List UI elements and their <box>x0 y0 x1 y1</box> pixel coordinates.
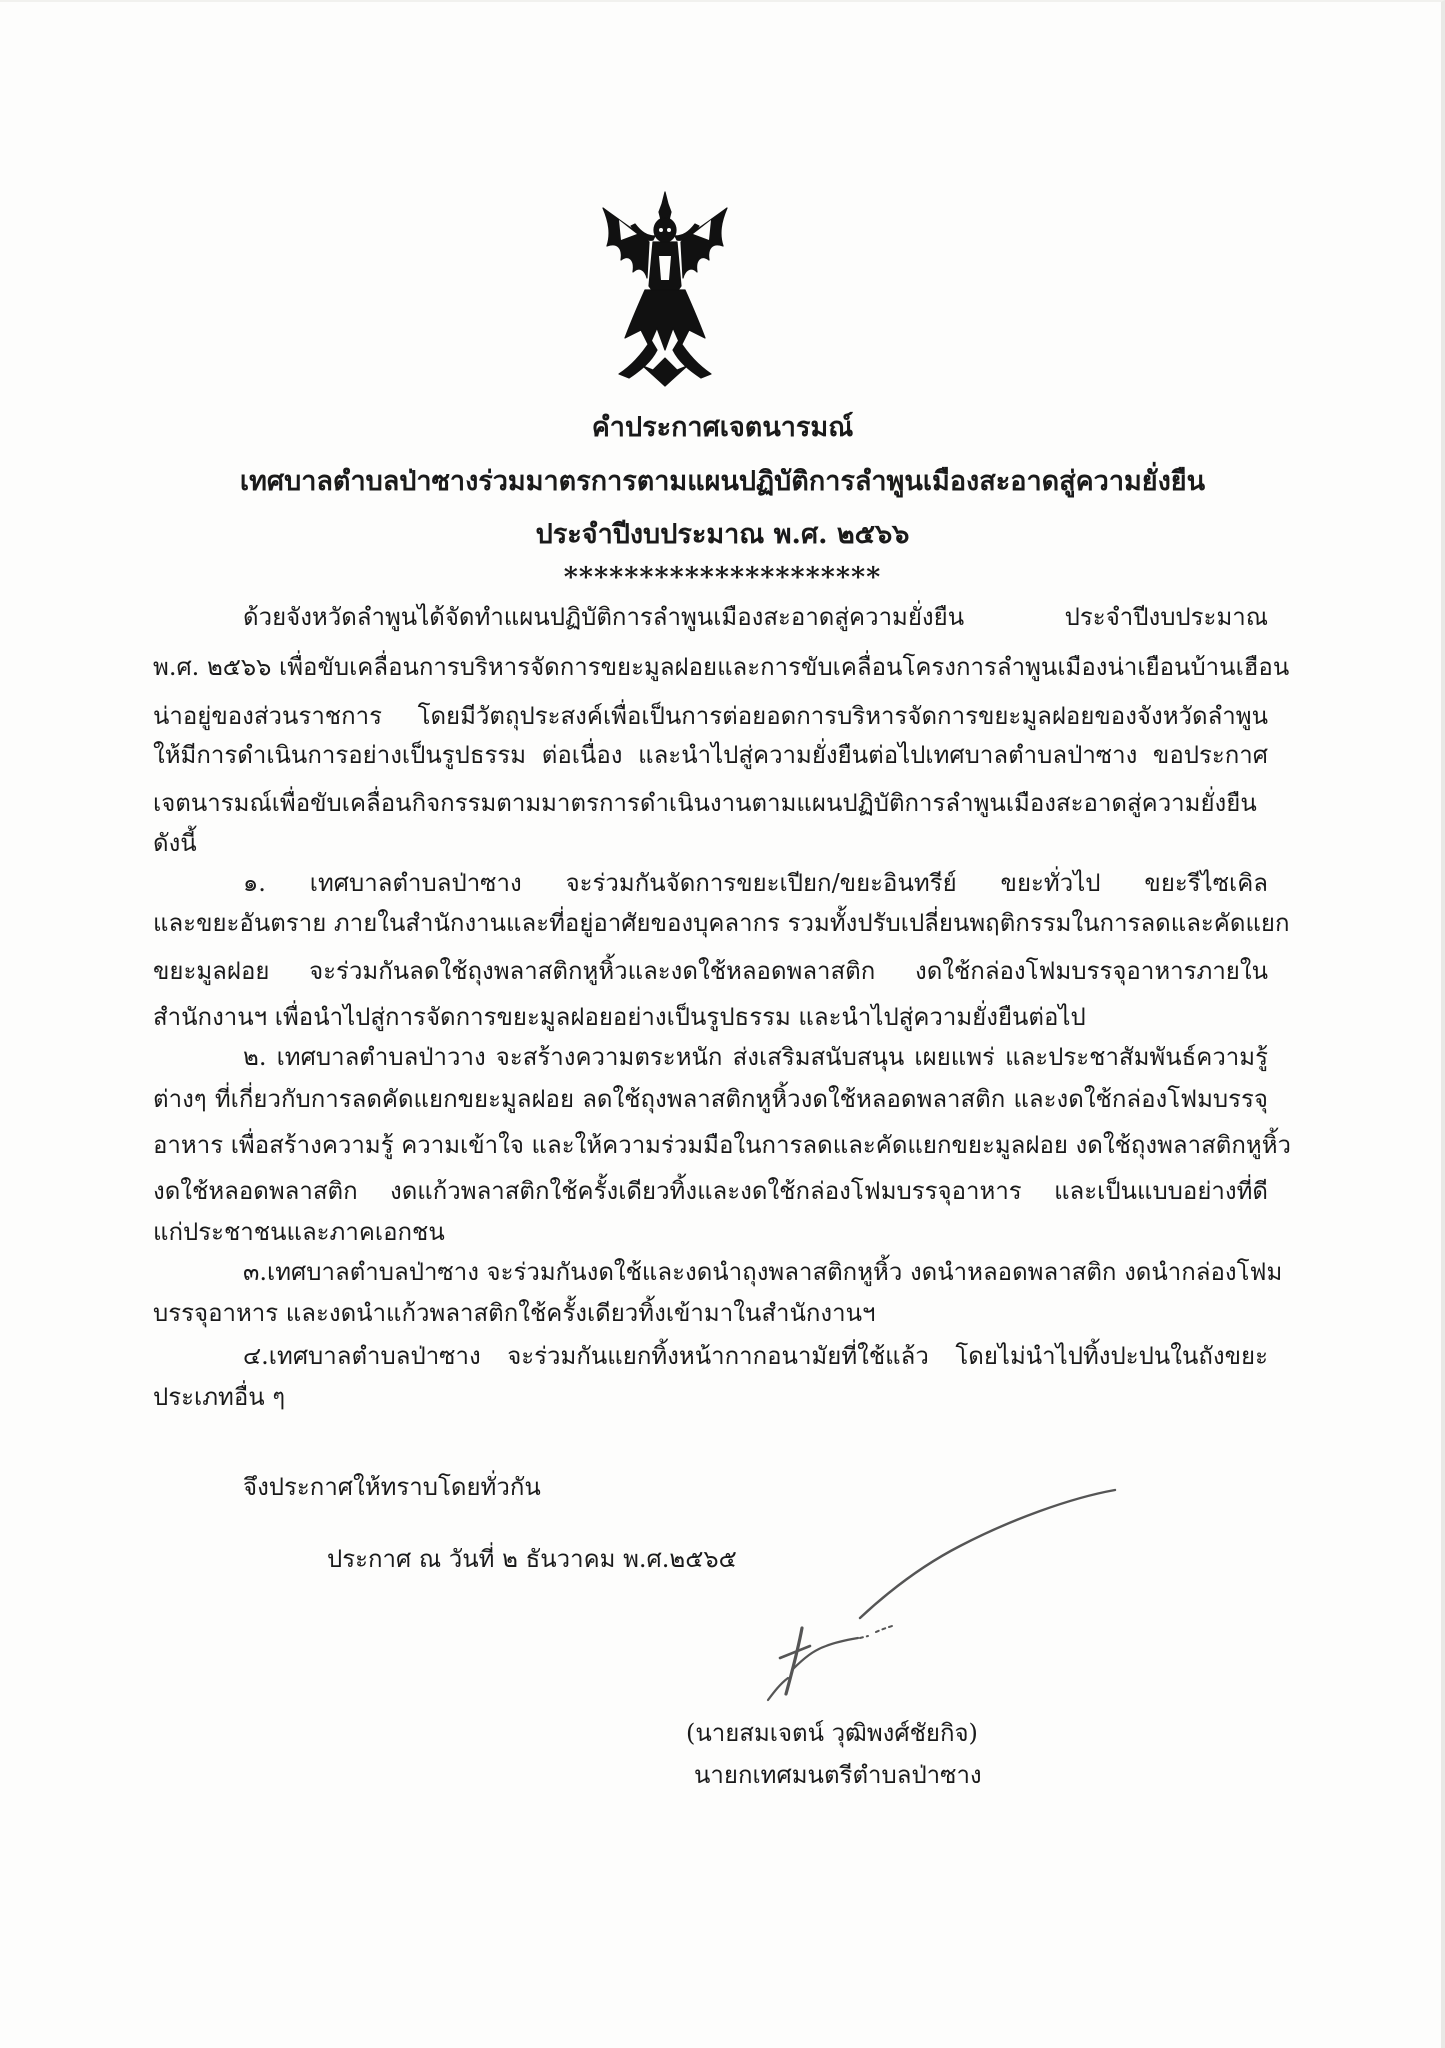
intro-line: น่าอยู่ของส่วนราชการ โดยมีวัตถุประสงค์เพื่อเป็นการต่อยอดการบริหารจัดการขยะมูลฝอยของจังหวัดลำพูน <box>153 702 1268 730</box>
announcement-line: จึงประกาศให้ทราบโดยทั่วกัน <box>243 1473 541 1501</box>
item-2-line: งดใช้หลอดพลาสติก งดแก้วพลาสติกใช้ครั้งเดียวทิ้งและงดใช้กล่องโฟมบรรจุอาหาร และเป็นแบบอย่างที่ดี <box>153 1177 1268 1205</box>
intro-line: ดังนี้ <box>153 829 197 857</box>
signer-name: (นายสมเจตน์ วุฒิพงศ์ชัยกิจ) <box>686 1719 978 1747</box>
item-3-line: บรรจุอาหาร และงดนำแก้วพลาสติกใช้ครั้งเดียวทิ้งเข้ามาในสำนักงานฯ <box>153 1299 876 1327</box>
item-2-line: ต่างๆ ที่เกี่ยวกับการลดคัดแยกขยะมูลฝอย ลดใช้ถุงพลาสติกหูหิ้วงดใช้หลอดพลาสติก และงดใช้กล่องโฟมบรรจุ <box>153 1085 1268 1113</box>
item-4-line: ประเภทอื่น ๆ <box>153 1383 286 1411</box>
signer-position: นายกเทศมนตรีตำบลป่าซาง <box>694 1761 982 1789</box>
document-title: คำประกาศเจตนารมณ์ <box>591 412 854 443</box>
item-2-line: ๒. เทศบาลตำบลป่าวาง จะสร้างความตระหนัก ส่งเสริมสนับสนุน เผยแพร่ และประชาสัมพันธ์ความรู้ <box>243 1043 1268 1071</box>
item-1-line: และขยะอันตราย ภายในสำนักงานและที่อยู่อาศัยของบุคลากร รวมทั้งปรับเปลี่ยนพฤติกรรมในการลดและคัดแยก <box>153 909 1290 937</box>
handwritten-signature-icon <box>740 1480 1140 1720</box>
item-1-line: ขยะมูลฝอย จะร่วมกันลดใช้ถุงพลาสติกหูหิ้วและงดใช้หลอดพลาสติก งดใช้กล่องโฟมบรรจุอาหารภายใน <box>153 957 1268 985</box>
intro-line: พ.ศ. ๒๕๖๖ เพื่อขับเคลื่อนการบริหารจัดการขยะมูลฝอยและการขับเคลื่อนโครงการลำพูนเมืองน่าเยือนบ้านเฮือน <box>153 653 1290 681</box>
item-1-line: สำนักงานฯ เพื่อนำไปสู่การจัดการขยะมูลฝอยอย่างเป็นรูปธรรม และนำไปสู่ความยั่งยืนต่อไป <box>153 1003 1086 1031</box>
fiscal-year-heading: ประจำปีงบประมาณ พ.ศ. ๒๕๖๖ <box>535 519 910 550</box>
intro-line: เจตนารมณ์เพื่อขับเคลื่อนกิจกรรมตามมาตรการดำเนินงานตามแผนปฏิบัติการลำพูนเมืองสะอาดสู่ความยั่งยืน <box>153 789 1257 817</box>
item-3-line: ๓.เทศบาลตำบลป่าซาง จะร่วมกันงดใช้และงดนำถุงพลาสติกหูหิ้ว งดนำหลอดพลาสติก งดนำกล่องโฟม <box>243 1258 1283 1286</box>
item-2-line: แก่ประชาชนและภาคเอกชน <box>153 1218 445 1246</box>
intro-line: ด้วยจังหวัดลำพูนได้จัดทำแผนปฏิบัติการลำพูนเมืองสะอาดสู่ความยั่งยืน ประจำปีงบประมาณ <box>243 603 1268 631</box>
garuda-emblem-icon <box>597 190 733 390</box>
announcement-date: ประกาศ ณ วันที่ ๒ ธันวาคม พ.ศ.๒๕๖๕ <box>327 1545 737 1573</box>
item-1-line: ๑. เทศบาลตำบลป่าซาง จะร่วมกันจัดการขยะเปียก/ขยะอินทรีย์ ขยะทั่วไป ขยะรีไซเคิล <box>243 869 1268 897</box>
document-subtitle: เทศบาลตำบลป่าซางร่วมมาตรการตามแผนปฏิบัติการลำพูนเมืองสะอาดสู่ความยั่งยืน <box>239 466 1206 497</box>
intro-line: ให้มีการดำเนินการอย่างเป็นรูปธรรม ต่อเนื่อง และนำไปสู่ความยั่งยืนต่อไปเทศบาลตำบลป่าซาง ขอประกาศ <box>153 741 1268 769</box>
item-4-line: ๔.เทศบาลตำบลป่าซาง จะร่วมกันแยกทิ้งหน้ากากอนามัยที่ใช้แล้ว โดยไม่นำไปทิ้งปะปนในถังขยะ <box>243 1342 1268 1370</box>
item-2-line: อาหาร เพื่อสร้างความรู้ ความเข้าใจ และให้ความร่วมมือในการลดและคัดแยกขยะมูลฝอย งดใช้ถุงพลาสติกหูหิ้ว <box>153 1131 1291 1159</box>
heading-separator: ********************* <box>563 562 882 593</box>
